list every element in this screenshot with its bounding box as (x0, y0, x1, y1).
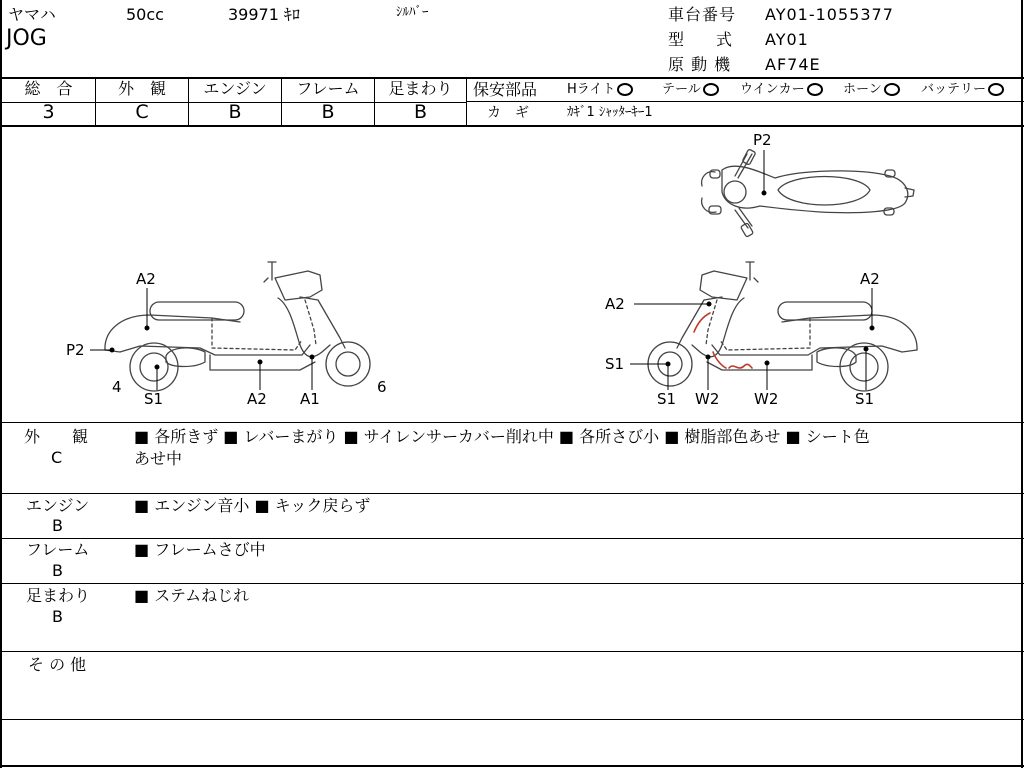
maker: ヤマハ (8, 5, 56, 24)
winker-label: ウインカー (740, 82, 805, 97)
remark-line: ■ 各所きず ■ レバーまがり ■ サイレンサーカバー削れ中 ■ 各所さび小 ■ 樹脂部色あせ ■ シート色 (134, 427, 870, 446)
chassis-value: AY01-1055377 (765, 5, 894, 24)
label-right-w2: W2 (695, 390, 720, 408)
color: ｼﾙﾊﾞｰ (396, 5, 429, 20)
displacement: 50cc (126, 5, 164, 24)
label-left-a2-bottom: A2 (247, 390, 267, 408)
label-left-4: 4 (112, 378, 122, 396)
label-right-s1: S1 (657, 390, 677, 408)
battery-label: バッテリー (921, 82, 987, 97)
remark-title: そ の 他 (28, 655, 87, 674)
frame-grade-value: B (321, 101, 335, 123)
frame-grade-label: フレーム (296, 79, 360, 98)
label-left-p2: P2 (66, 341, 85, 359)
label-left-6: 6 (377, 378, 387, 396)
chassis-label: 車台番号 (668, 5, 737, 24)
key-label: カ ギ (487, 105, 529, 121)
label-right-a2-front: A2 (605, 295, 625, 313)
engine-grade-label: エンジン (203, 79, 267, 98)
remark-title: エンジン (26, 496, 90, 515)
type-label: 型 式 (668, 30, 733, 49)
label-right-s1-rear: S1 (855, 390, 875, 408)
label-top-p2: P2 (753, 131, 772, 149)
label-left-s1: S1 (144, 390, 164, 408)
suspension-grade-value: B (413, 101, 428, 123)
remark-line-continued: あせ中 (134, 449, 183, 468)
remark-title: 足まわり (26, 586, 91, 605)
label-right-s1-left: S1 (605, 355, 625, 373)
engine-value: AF74E (765, 55, 821, 74)
exterior-value: C (135, 101, 149, 123)
remark-grade: C (51, 448, 63, 467)
remark-grade: B (52, 516, 63, 535)
horn-label: ホーン (843, 82, 882, 97)
remark-grade: B (52, 607, 63, 626)
scooter-top-view (702, 149, 914, 237)
remark-title: フレーム (26, 540, 90, 559)
remark-line: ■ エンジン音小 ■ キック戻らず (134, 496, 371, 515)
remark-line: ■ フレームさび中 (134, 540, 266, 559)
safety-label: 保安部品 (473, 80, 538, 99)
overall-value: 3 (42, 101, 55, 123)
engine-grade-value: B (228, 101, 242, 123)
remark-line: ■ ステムねじれ (134, 586, 250, 605)
label-left-a2: A2 (136, 270, 156, 288)
engine-label: 原 動 機 (668, 55, 732, 74)
label-left-a1: A1 (300, 390, 320, 408)
suspension-grade-label: 足まわり (388, 79, 453, 98)
overall-label: 総 合 (24, 79, 73, 98)
model-name: JOG (6, 26, 47, 51)
label-right-w2-mid: W2 (754, 390, 779, 408)
taillight-label: テール (662, 82, 701, 97)
type-value: AY01 (765, 30, 809, 49)
remark-title: 外 観 (24, 427, 89, 446)
exterior-label: 外 観 (117, 79, 166, 98)
remark-grade: B (52, 561, 63, 580)
key-value: ｶｷﾞ1 ｼｬｯﾀｰｷｰ1 (567, 105, 653, 120)
mileage: 39971 ｷﾛ (228, 5, 300, 24)
headlight-label: Hライト (567, 82, 616, 97)
label-right-a2-rear: A2 (860, 270, 880, 288)
